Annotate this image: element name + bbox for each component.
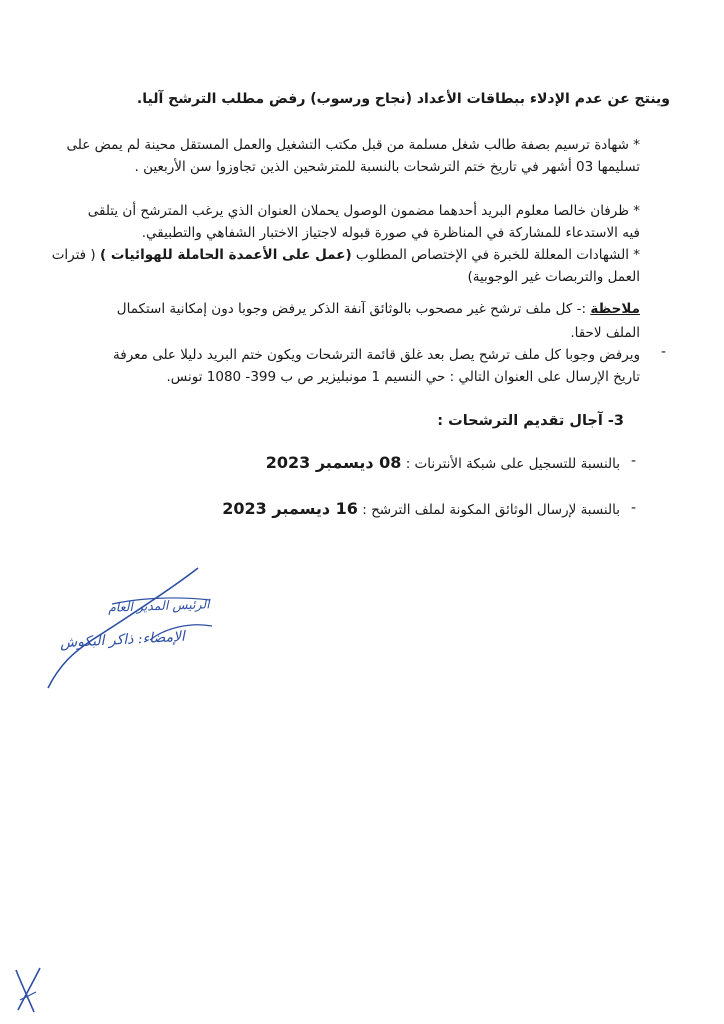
deadline-label: بالنسبة للتسجيل على شبكة الأنترنات : bbox=[405, 456, 620, 472]
signature-title: الرئيس المدير العام bbox=[107, 596, 210, 615]
rule-bullet: - bbox=[660, 344, 666, 360]
item1-line1: * شهادة ترسيم بصفة طالب شغل مسلمة من قبل مكتب التشغيل والعمل المستقل محينة لم يمض على bbox=[66, 137, 640, 153]
note-label: ملاحظة bbox=[590, 301, 640, 317]
item2-line1: * ظرفان خالصا معلوم البريد أحدهما مضمون الوصول يحملان العنوان الذي يرغب المترشح أن يتلقى bbox=[87, 203, 640, 219]
signature-name: الإمضاء: ذاكر البكوش bbox=[59, 628, 186, 652]
note-sep: :- bbox=[576, 301, 587, 317]
item3-line2: العمل والتربصات غير الوجوبية) bbox=[467, 269, 640, 285]
deadline-label: بالنسبة لإرسال الوثائق المكونة لملف الترشح : bbox=[362, 502, 620, 518]
deadline-date: 16 ديسمبر 2023 bbox=[222, 499, 358, 518]
deadline-bullet: - bbox=[630, 453, 636, 469]
item3-prefix: * الشهادات المعللة للخبرة في الإختصاص المطلوب bbox=[355, 247, 640, 263]
section-title: 3- آجال تقديم الترشحات : bbox=[437, 413, 624, 429]
deadline-date: 08 ديسمبر 2023 bbox=[265, 453, 402, 472]
item2-line2: فيه الاستدعاء للمشاركة في المناظرة في صورة قبوله لاجتياز الاختبار الشفاهي والتطبيقي. bbox=[141, 225, 640, 241]
rule-line1: ويرفض وجوبا كل ملف ترشح يصل بعد غلق قائمة الترشحات ويكون ختم البريد دليلا على معرفة bbox=[113, 347, 640, 363]
note-line2: الملف لاحقا. bbox=[570, 325, 640, 341]
item1-line2: تسليمها 03 أشهر في تاريخ ختم الترشحات بالنسبة للمترشحين الذين تجاوزوا سن الأربعين . bbox=[134, 159, 640, 175]
rule-line2: تاريخ الإرسال على العنوان التالي : حي النسيم 1 مونبليزير ص ب 399- 1080 تونس. bbox=[166, 369, 640, 385]
note-text: كل ملف ترشح غير مصحوب بالوثائق آنفة الذكر يرفض وجوبا دون إمكانية استكمال bbox=[116, 301, 573, 317]
intro-line: وينتج عن عدم الإدلاء ببطاقات الأعداد (نجاح ورسوب) رفض مطلب الترشح آليا. bbox=[136, 91, 670, 107]
deadline-bullet: - bbox=[630, 500, 636, 516]
item3-suffix: ( فترات bbox=[51, 247, 96, 263]
item3-bold: (عمل على الأعمدة الحاملة للهوائيات ) bbox=[100, 247, 352, 263]
